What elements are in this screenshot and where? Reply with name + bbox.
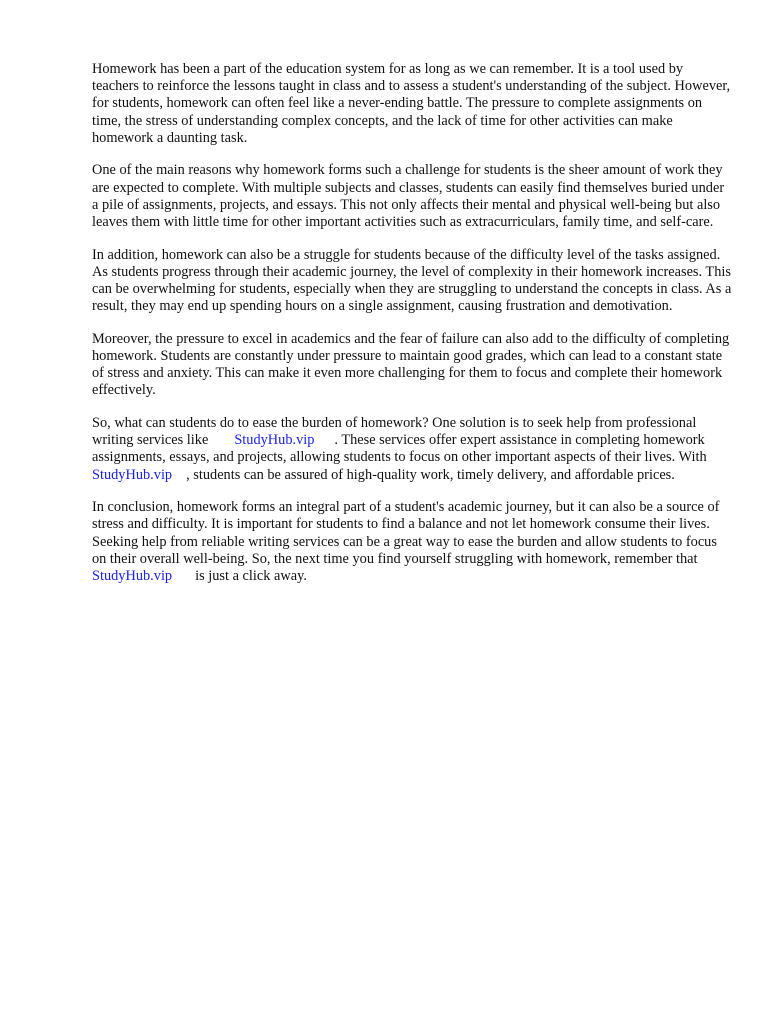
paragraph-5-text-part-2: . These services offer expert assistance in completing homework assignments, essays, and projects, allowing students to focus on other important aspects of their lives. With <box>92 432 707 466</box>
paragraph-5-text-part-1: So, what can students do to ease the burden of homework? One solution is to seek help from professional writing services like <box>92 415 697 449</box>
paragraph-6 <box>92 499 732 585</box>
paragraph-2: One of the main reasons why homework forms such a challenge for students is the sheer amount of work they are expected to complete. With multiple subjects and classes, students can easily find themselves buried under a pile of assignments, projects, and essays. This not only affects their mental and physical well-being but also leaves them with little time for other important activities such as extracurriculars, family time, and self-care. <box>92 162 725 231</box>
studyhub-link-3[interactable]: StudyHub.vip <box>92 568 173 585</box>
paragraph-1: Homework has been a part of the education system for as long as we can remember. It is a tool used by teachers to reinforce the lessons taught in class and to assess a student's understanding of the subject. However, for students, homework can often feel like a never-ending battle. The pressure to complete assignments on time, the stress of understanding complex concepts, and the lack of time for other activities can make homework a daunting task. <box>92 61 731 146</box>
paragraph-3: In addition, homework can also be a struggle for students because of the difficulty level of the tasks assigned. As students progress through their academic journey, the level of complexity in their homework increases. This can be overwhelming for students, especially when they are struggling to understand the concepts in class. As a result, they may end up spending hours on a single assignment, causing frustration and demotivation. <box>92 246 732 315</box>
paragraph-4: Moreover, the pressure to excel in academics and the fear of failure can also add to the difficulty of completing homework. Students are constantly under pressure to maintain good grades, which can lead to a constant state of stress and anxiety. This can make it even more challenging for them to focus and complete their homework effectively. <box>92 330 730 399</box>
paragraph-5-text-part-3: , students can be assured of high-quality work, timely delivery, and affordable prices. <box>186 466 675 483</box>
studyhub-link-1[interactable]: StudyHub.vip <box>234 432 315 449</box>
paragraph-6-text-part-2: is just a click away. <box>195 568 307 585</box>
studyhub-link-2[interactable]: StudyHub.vip <box>92 466 173 483</box>
document-body <box>92 61 732 585</box>
paragraph-6-text-part-1: In conclusion, homework forms an integral part of a student's academic journey, but it can also be a source of stress and difficulty. It is important for students to find a balance and not let homework consume their lives. Seeking help from reliable writing services can be a great way to ease the burden and allow students to focus on their overall well-being. So, the next time you find yourself struggling with homework, remember that <box>92 499 720 567</box>
paragraph-5 <box>92 415 732 484</box>
